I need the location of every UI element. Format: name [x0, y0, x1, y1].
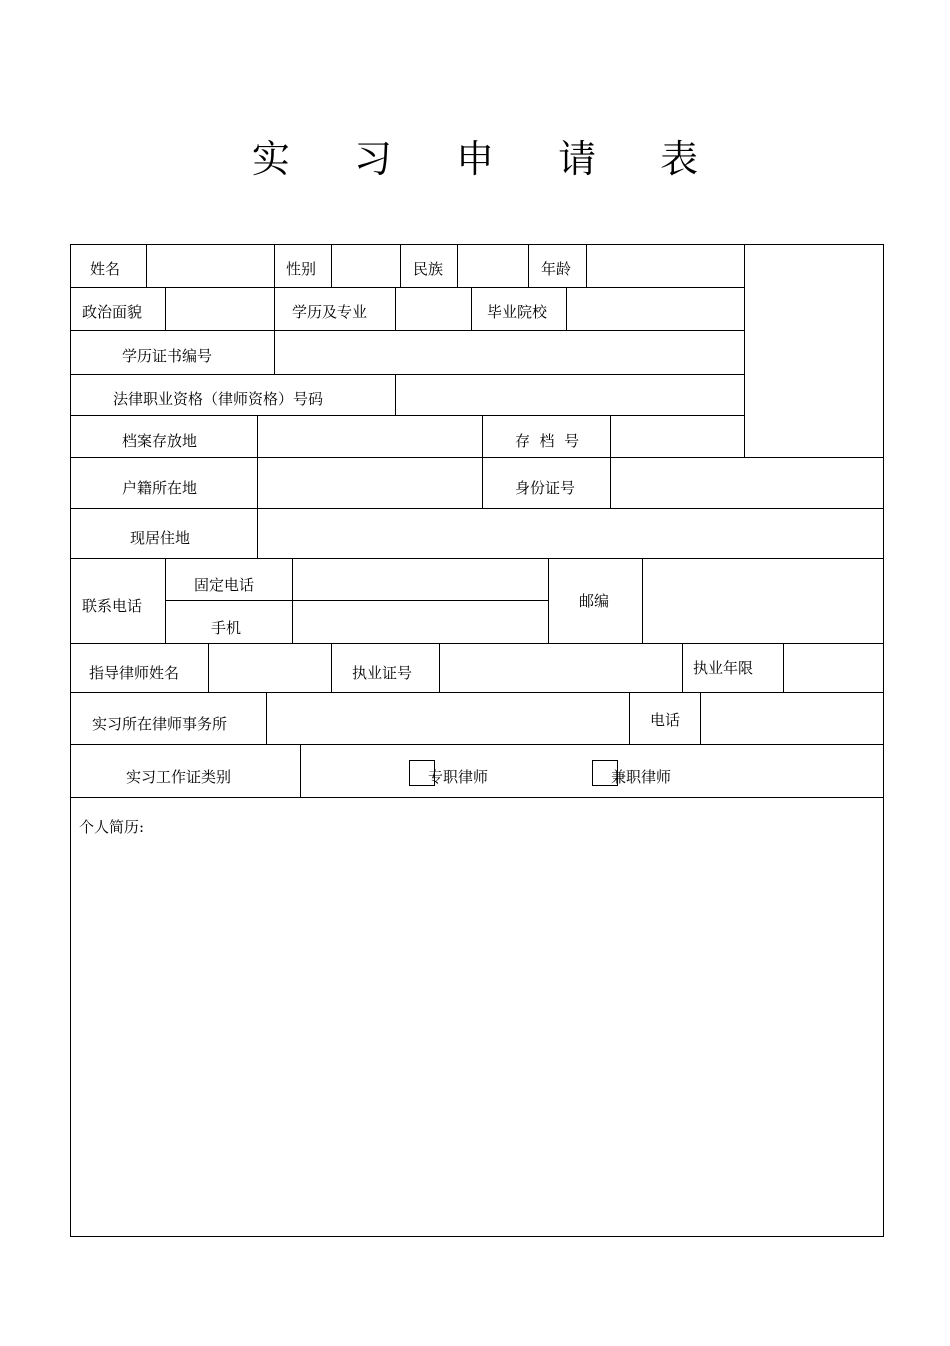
- practice-years-field[interactable]: [784, 644, 883, 692]
- label-archive-number: 存 档 号: [515, 432, 580, 450]
- col-line: [400, 244, 401, 288]
- col-line: [471, 287, 472, 331]
- label-political-status: 政治面貌: [82, 303, 143, 321]
- row-line: [70, 797, 884, 798]
- col-line: [482, 415, 483, 458]
- legal-qualification-field[interactable]: [396, 375, 744, 415]
- label-legal-qualification: 法律职业资格（律师资格）号码: [113, 390, 324, 408]
- col-line: [548, 558, 549, 644]
- archive-location-field[interactable]: [258, 416, 482, 457]
- page-title: 实 习 申 请 表: [251, 137, 725, 181]
- label-current-residence: 现居住地: [130, 529, 191, 547]
- political-status-field[interactable]: [166, 288, 274, 330]
- label-mentor-name: 指导律师姓名: [89, 664, 180, 682]
- label-fulltime-lawyer: 专职律师: [428, 768, 489, 786]
- border-right: [883, 244, 884, 1237]
- ethnicity-field[interactable]: [458, 245, 528, 287]
- current-residence-field[interactable]: [258, 509, 883, 558]
- age-field[interactable]: [587, 245, 744, 287]
- label-resume: 个人简历:: [79, 818, 145, 836]
- education-major-field[interactable]: [396, 288, 471, 330]
- certificate-number-field[interactable]: [275, 331, 744, 374]
- col-line: [682, 643, 683, 693]
- label-parttime-lawyer: 兼职律师: [611, 768, 672, 786]
- label-name: 姓名: [90, 260, 121, 278]
- resume-field[interactable]: [71, 840, 883, 1236]
- mobile-field[interactable]: [293, 601, 548, 643]
- label-ethnicity: 民族: [413, 260, 444, 278]
- col-line: [528, 244, 529, 288]
- law-firm-field[interactable]: [267, 693, 629, 744]
- label-age: 年龄: [541, 260, 572, 278]
- label-law-firm: 实习所在律师事务所: [92, 715, 228, 733]
- household-registration-field[interactable]: [258, 458, 482, 508]
- mentor-name-field[interactable]: [209, 644, 331, 692]
- gender-field[interactable]: [332, 245, 400, 287]
- col-line: [482, 457, 483, 509]
- label-gender: 性别: [286, 260, 317, 278]
- col-line: [274, 244, 275, 288]
- label-certificate-number: 学历证书编号: [122, 347, 213, 365]
- label-landline: 固定电话: [194, 576, 255, 594]
- label-contact-phone: 联系电话: [82, 597, 143, 615]
- label-postcode: 邮编: [579, 592, 610, 610]
- postcode-field[interactable]: [643, 559, 883, 643]
- phone-field[interactable]: [701, 693, 883, 744]
- archive-number-field[interactable]: [611, 416, 744, 457]
- label-graduated-school: 毕业院校: [487, 303, 548, 321]
- photo-area[interactable]: [745, 245, 883, 457]
- label-practice-years: 执业年限: [693, 659, 754, 677]
- row-line: [70, 744, 884, 745]
- label-phone: 电话: [650, 711, 681, 729]
- label-license-number: 执业证号: [352, 664, 413, 682]
- col-line: [165, 558, 166, 644]
- label-certificate-type: 实习工作证类别: [126, 768, 232, 786]
- label-household-registration: 户籍所在地: [122, 479, 198, 497]
- label-education-major: 学历及专业: [292, 303, 368, 321]
- graduated-school-field[interactable]: [567, 288, 744, 330]
- label-archive-location: 档案存放地: [122, 432, 198, 450]
- license-number-field[interactable]: [440, 644, 682, 692]
- col-line: [629, 692, 630, 745]
- border-bottom: [70, 1236, 884, 1237]
- label-id-number: 身份证号: [515, 479, 576, 497]
- id-number-field[interactable]: [611, 458, 883, 508]
- col-line: [300, 744, 301, 798]
- landline-field[interactable]: [293, 559, 548, 600]
- label-mobile: 手机: [211, 619, 242, 637]
- name-field[interactable]: [147, 245, 274, 287]
- col-line: [331, 643, 332, 693]
- col-line: [274, 287, 275, 331]
